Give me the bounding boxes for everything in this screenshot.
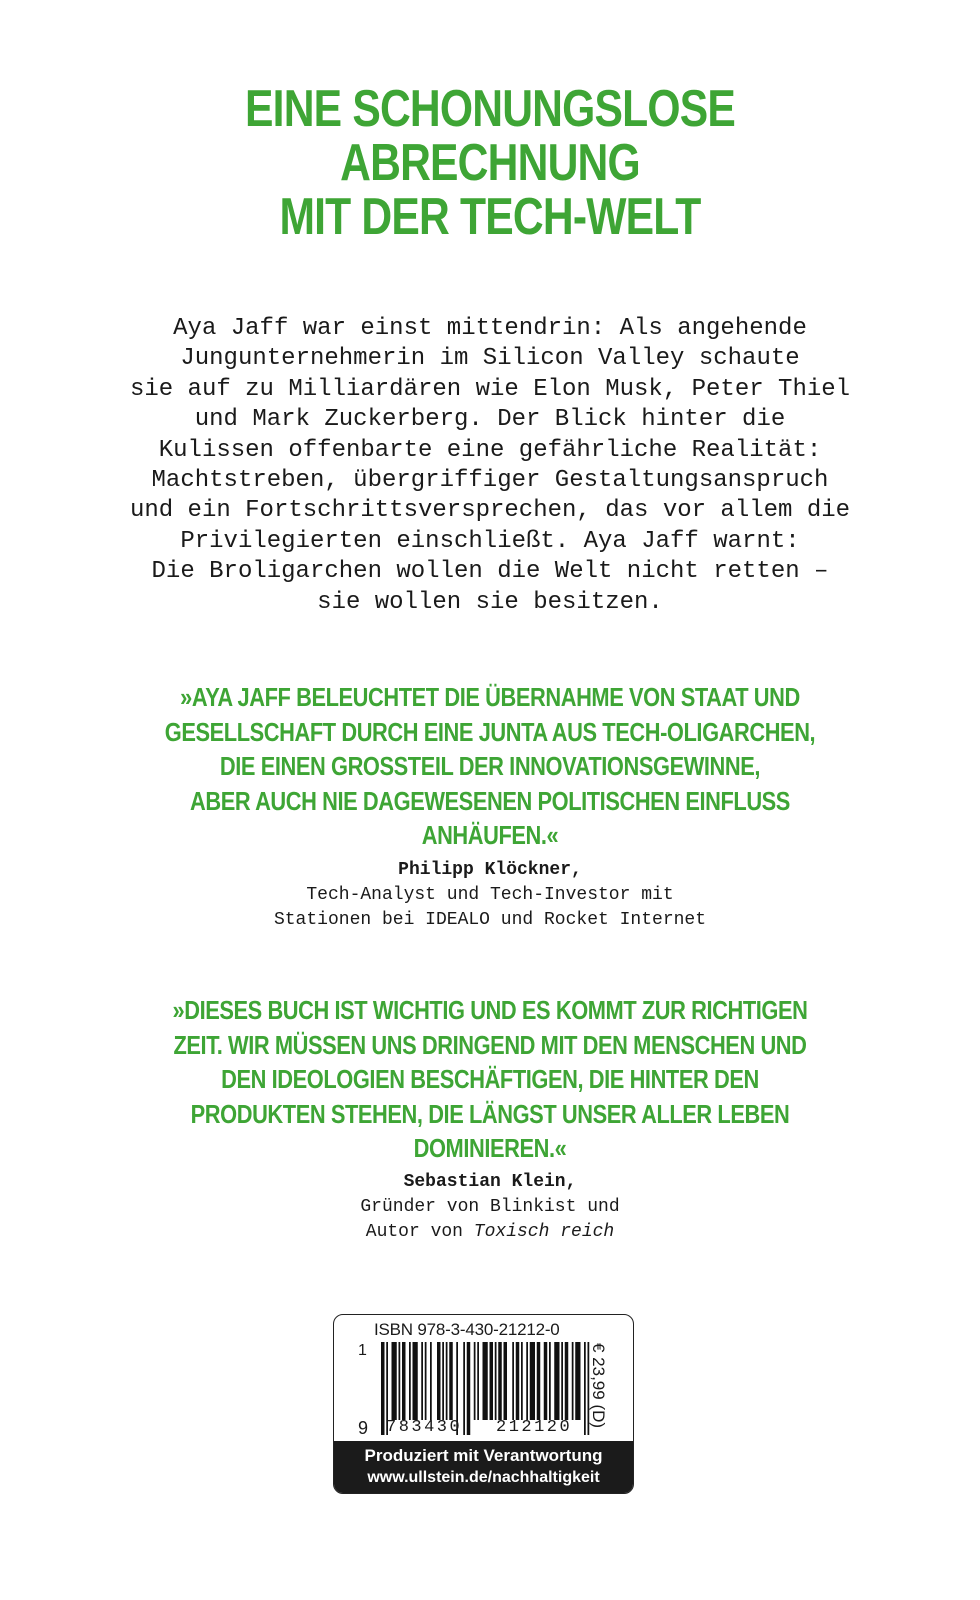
quote-author-role: Gründer von Blinkist und: [360, 1197, 620, 1217]
barcode-bar: [421, 1342, 423, 1420]
quote-author: Sebastian Klein,: [403, 1172, 577, 1192]
blurb-line: und ein Fortschrittsversprechen, das vor allem die: [129, 497, 851, 525]
barcode-bar: [572, 1342, 574, 1420]
barcode-bar: [526, 1342, 528, 1420]
barcode-addon-digit: 1: [358, 1342, 367, 1359]
book-title: Toxisch reich: [473, 1222, 615, 1242]
barcode-bar: [561, 1342, 563, 1420]
barcode-bar: [544, 1342, 548, 1420]
barcode-bar: [477, 1342, 479, 1420]
barcode-bar: [467, 1342, 471, 1435]
barcode-bar: [392, 1342, 397, 1420]
role-prefix: Autor von: [365, 1222, 474, 1242]
barcode-bar: [521, 1342, 523, 1420]
barcode-left-digits: 783430: [386, 1418, 463, 1437]
quote-line: »DIESES BUCH IST WICHTIG UND ES KOMMT ZUR RICHTIGEN: [172, 995, 808, 1025]
headline-line: ABRECHNUNG: [340, 134, 640, 192]
barcode-bar: [402, 1342, 406, 1420]
blurb-line: Privilegierten einschließt. Aya Jaff warnt:: [180, 527, 800, 555]
barcode-bar: [381, 1342, 385, 1435]
blurb-line: Aya Jaff war einst mittendrin: Als angehende: [173, 315, 807, 342]
barcode-bar: [474, 1342, 476, 1420]
barcode-bar: [498, 1342, 502, 1420]
blurb-line: und Mark Zuckerberg. Der Blick hinter die: [194, 406, 786, 434]
isbn-label: ISBN 978-3-430-21212-0: [374, 1320, 560, 1339]
barcode-bar: [554, 1342, 559, 1420]
review-quote-2: [78, 993, 901, 1166]
barcode-right-digits: 212120: [496, 1418, 573, 1437]
quote-author-role: Stationen bei IDEALO und Rocket Internet: [273, 910, 707, 930]
quote-author-role: Tech-Analyst und Tech-Investor mit: [306, 885, 674, 905]
blurb: [60, 314, 920, 618]
quote-line: ANHÄUFEN.«: [421, 820, 559, 850]
headline: [88, 82, 892, 244]
quote-line: DIE EINEN GROSSTEIL DER INNOVATIONSGEWINNE,: [219, 751, 761, 781]
barcode-bar: [413, 1342, 418, 1420]
quote-line: GESELLSCHAFT DURCH EINE JUNTA AUS TECH-OLIGARCHEN,: [164, 716, 816, 747]
isbn-barcode-box: [333, 1314, 634, 1494]
barcode-bar: [399, 1342, 401, 1420]
quote-line: »AYA JAFF BELEUCHTET DIE ÜBERNAHME VON STAAT UND: [180, 682, 800, 712]
quote-author: Philipp Klöckner,: [398, 860, 582, 880]
blurb-line: Kulissen offenbarte eine gefährliche Realität:: [158, 436, 822, 464]
barcode-bar: [530, 1342, 535, 1420]
barcode-bar: [437, 1342, 441, 1420]
barcode-bar: [537, 1342, 541, 1420]
quote-line: DEN IDEOLOGIEN BESCHÄFTIGEN, DIE HINTER DEN: [221, 1064, 759, 1094]
barcode-bar: [549, 1342, 551, 1420]
barcode-bar: [495, 1342, 497, 1420]
quote-line: ZEIT. WIR MÜSSEN UNS DRINGEND MIT DEN MENSCHEN UND: [173, 1029, 807, 1060]
price-label: € 23,99 (D): [589, 1343, 608, 1429]
blurb-line: sie auf zu Milliardären wie Elon Musk, Peter Thiel: [129, 375, 851, 403]
blurb-line: sie wollen sie besitzen.: [317, 588, 663, 616]
barcode-bar: [504, 1342, 508, 1420]
barcode-bar: [425, 1342, 427, 1420]
barcode-bar: [446, 1342, 448, 1420]
barcode-lead-digit: 9: [358, 1418, 369, 1438]
barcode-bar: [565, 1342, 569, 1420]
barcode-bar: [442, 1342, 444, 1420]
quote-line: PRODUKTEN STEHEN, DIE LÄNGST UNSER ALLER LEBEN: [190, 1098, 790, 1129]
barcode-bar: [463, 1342, 465, 1435]
quote-line: DOMINIEREN.«: [413, 1133, 567, 1163]
quote-line: ABER AUCH NIE DAGEWESENEN POLITISCHEN EINFLUSS: [190, 785, 790, 816]
barcode-bar: [516, 1342, 520, 1420]
barcode-bar: [483, 1342, 488, 1420]
blurb-line: Machtstreben, übergriffiger Gestaltungsanspruch: [151, 467, 829, 495]
sustainability-band: [334, 1441, 633, 1493]
headline-line: MIT DER TECH-WELT: [279, 188, 701, 246]
barcode-bar: [449, 1342, 453, 1420]
quote-author-role: [0, 1220, 980, 1245]
barcode-bar: [575, 1342, 580, 1420]
barcode-bar: [512, 1342, 514, 1420]
barcode-bar: [409, 1342, 411, 1420]
quote-attribution-1: [0, 858, 980, 933]
blurb-line: Die Broligarchen wollen die Welt nicht retten –: [151, 558, 829, 586]
barcode-bar: [490, 1342, 494, 1420]
quote-attribution-2: [0, 1170, 980, 1245]
blurb-line: Jungunternehmerin im Silicon Valley schaute: [180, 345, 800, 373]
headline-line: EINE SCHONUNGSLOSE: [245, 80, 735, 138]
barcode-bar: [430, 1342, 432, 1420]
sustainability-line: Produziert mit Verantwortung: [364, 1446, 603, 1465]
review-quote-1: [78, 680, 901, 853]
sustainability-url: www.ullstein.de/nachhaltigkeit: [367, 1469, 600, 1486]
